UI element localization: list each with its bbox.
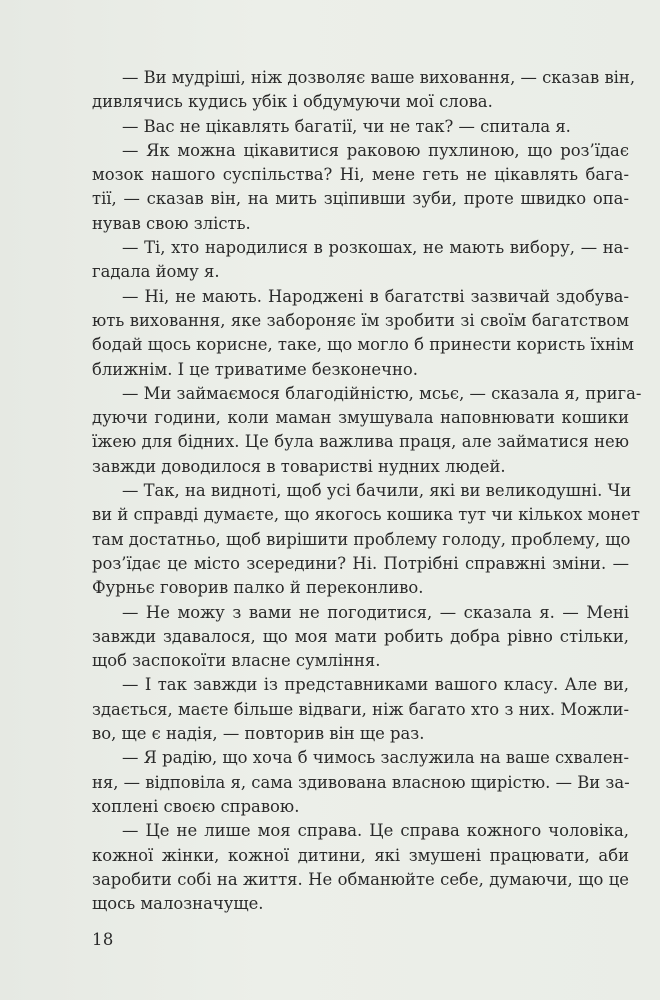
paragraph xyxy=(92,285,634,382)
text-line: Фурньє говорив палко й переконливо. xyxy=(92,578,424,598)
text-line: — Ні, не мають. Народжені в багатстві зазвичай здобува- xyxy=(122,286,629,306)
text-line: ви й справді думаєте, що якогось кошика тут чи кількох монет xyxy=(92,505,640,525)
paragraph xyxy=(92,115,629,139)
text-line: завжди здавалося, що моя мати робить добра рівно стільки, xyxy=(92,626,629,646)
paragraph xyxy=(92,601,629,674)
text-line: мозок нашого суспільства? Ні, мене геть не цікавлять бага- xyxy=(92,165,629,185)
text-line: во, ще є надія, — повторив він ще раз. xyxy=(92,724,425,744)
text-line: — Не можу з вами не погодитися, — сказала я. — Мені xyxy=(122,602,629,622)
page-number: 18 xyxy=(92,930,114,949)
text-line: дуючи години, коли маман змушувала наповнювати кошики xyxy=(92,408,629,428)
text-line: хоплені своєю справою. xyxy=(92,796,300,816)
text-line: кожної жінки, кожної дитини, які змушені працювати, аби xyxy=(92,845,629,865)
text-line: ня, — відповіла я, сама здивована власною щирістю. — Ви за- xyxy=(92,772,630,792)
text-line: заробити собі на життя. Не обманюйте себе, думаючи, що це xyxy=(92,869,629,889)
text-line: — Вас не цікавлять багатії, чи не так? — спитала я. xyxy=(122,116,571,136)
text-line: — Ви мудріші, ніж дозволяє ваше виховання, — сказав він, xyxy=(122,68,636,87)
paragraph xyxy=(92,382,642,479)
text-line: дивлячись кудись убік і обдумуючи мої слова. xyxy=(92,92,493,112)
text-line: — Ми займаємося благодійністю, мсьє, — сказала я, прига- xyxy=(122,383,642,403)
paragraph xyxy=(92,236,629,285)
paragraph xyxy=(92,479,640,600)
text-line: ближнім. І це триватиме безконечно. xyxy=(92,359,418,379)
text-line: нував свою злість. xyxy=(92,213,251,233)
text-line: роз’їдає це місто зсередини? Ні. Потрібні справжні зміни. — xyxy=(92,553,629,573)
text-line: — Як можна цікавитися раковою пухлиною, що роз’їдає xyxy=(122,140,629,160)
paragraph xyxy=(92,139,629,236)
paragraph xyxy=(92,673,629,746)
body-text xyxy=(92,66,642,916)
text-line: бодай щось корисне, таке, що могло б принести користь їхнім xyxy=(92,335,634,355)
text-line: — Ті, хто народилися в розкошах, не мають вибору, — на- xyxy=(122,238,629,258)
paragraph xyxy=(92,746,629,819)
text-line: — І так завжди із представниками вашого класу. Але ви, xyxy=(122,675,629,695)
text-line: гадала йому я. xyxy=(92,262,220,282)
text-line: там достатньо, щоб вирішити проблему голоду, проблему, що xyxy=(92,529,631,549)
text-line: їжею для бідних. Це була важлива праця, але займатися нею xyxy=(92,432,629,452)
text-line: ють виховання, яке забороняє їм зробити зі своїм багатством xyxy=(92,310,629,330)
paragraph xyxy=(92,66,636,115)
text-line: — Так, на видноті, щоб усі бачили, які ви великодушні. Чи xyxy=(122,481,632,501)
text-line: щось малозначуще. xyxy=(92,894,264,914)
paragraph xyxy=(92,819,629,916)
text-line: — Я радію, що хоча б чимось заслужила на ваше схвален- xyxy=(122,748,629,768)
text-line: щоб заспокоїти власне сумління. xyxy=(92,651,381,671)
text-line: завжди доводилося в товаристві нудних людей. xyxy=(92,456,506,476)
text-line: тії, — сказав він, на мить зціпивши зуби, проте швидко опа- xyxy=(92,189,629,209)
text-line: здається, маєте більше відваги, ніж багато хто з них. Можли- xyxy=(92,699,629,719)
text-line: — Це не лише моя справа. Це справа кожного чоловіка, xyxy=(122,821,629,841)
